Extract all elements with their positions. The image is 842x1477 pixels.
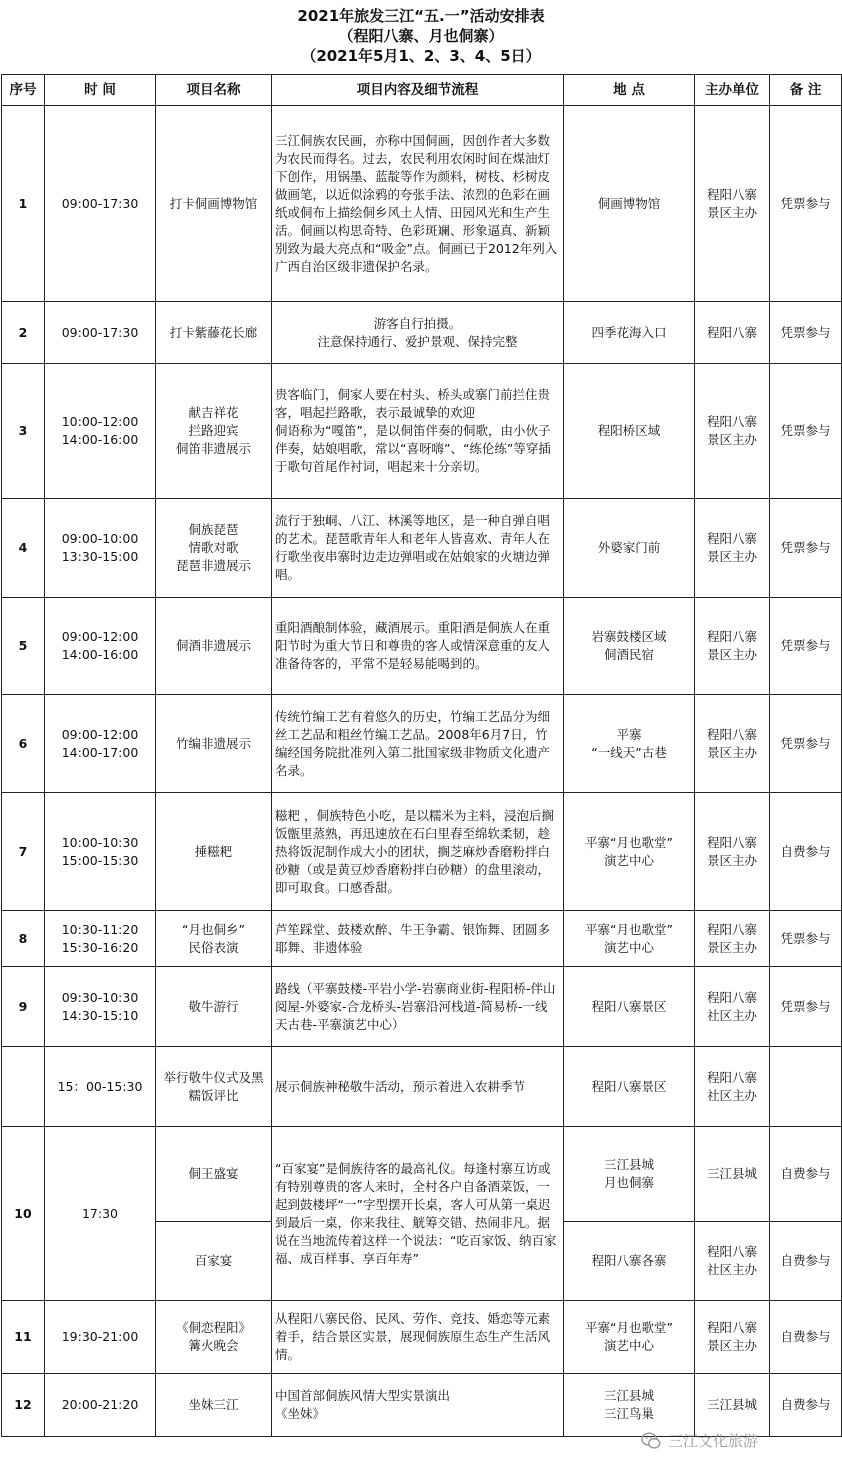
row-place: 三江县城 月也侗寨: [564, 1127, 695, 1222]
row-place: 岩寨鼓楼区域 侗酒民宿: [564, 598, 695, 695]
row-content: 贵客临门，侗家人要在村头、桥头或寨门前拦住贵客，唱起拦路歌，表示最诚挚的欢迎 侗语称为“嘎笛”，是以侗笛伴奏的侗歌，由小伙子伴奏，姑娘唱歌，常以“喜呀嗨”、“练伦练”等穿插于歌句首尾作衬词，唱起来十分亲切。: [272, 364, 564, 499]
table-row: [2, 106, 842, 302]
row-host: 程阳八寨 景区主办: [695, 106, 770, 302]
row-place: 平寨“月也歌堂” 演艺中心: [564, 911, 695, 967]
row-host: 三江县城: [695, 1374, 770, 1437]
row-place: 平寨“月也歌堂” 演艺中心: [564, 1301, 695, 1374]
row-place: 程阳八寨景区: [564, 967, 695, 1047]
row-no: 7: [2, 793, 45, 911]
row-content: 展示侗族神秘敬牛活动，预示着进入农耕季节: [272, 1047, 564, 1127]
row-note: 自费参与: [770, 1127, 842, 1222]
row-host: 程阳八寨: [695, 302, 770, 364]
table-row: [2, 364, 842, 499]
row-time: 09:00-10:00 13:30-15:00: [45, 499, 156, 598]
header-note: 备 注: [770, 75, 842, 106]
row-no: 3: [2, 364, 45, 499]
row-time: 19:30-21:00: [45, 1301, 156, 1374]
row-no: 2: [2, 302, 45, 364]
row-time: 09:00-12:00 14:00-17:00: [45, 695, 156, 793]
table-row: [2, 793, 842, 911]
row-time: 09:00-12:00 14:00-16:00: [45, 598, 156, 695]
schedule-table: [1, 74, 842, 1437]
row-content: 游客自行拍摄。 注意保持通行、爱护景观、保持完整: [272, 302, 564, 364]
row-name: 捶糍粑: [156, 793, 272, 911]
table-row: [2, 967, 842, 1047]
table-row: [2, 598, 842, 695]
row-time: 09:00-17:30: [45, 106, 156, 302]
table-row: [2, 911, 842, 967]
row-time: 15：00-15:30: [45, 1047, 156, 1127]
row-note: 凭票参与: [770, 967, 842, 1047]
row-place: 程阳八寨景区: [564, 1047, 695, 1127]
table-row: [2, 695, 842, 793]
header-no: 序号: [2, 75, 45, 106]
row-content: 三江侗族农民画，亦称中国侗画，因创作者大多数为农民而得名。过去，农民利用农闲时间在煤油灯下创作，用锅墨、蓝靛等作为颜料，树枝、杉树皮做画笔，以近似涂鸦的夸张手法、浓烈的色彩在画纸或侗布上描绘侗乡风土人情、田园风光和生产生活。侗画以构思奇特、色彩斑斓、形象逼真、新颖别致为最大亮点和“吸金”点。侗画已于2012年列入广西自治区级非遗保护名录。: [272, 106, 564, 302]
row-place: 外婆家门前: [564, 499, 695, 598]
row-note: 凭票参与: [770, 911, 842, 967]
title-main: 2021年旅发三江“五.一”活动安排表: [297, 7, 545, 25]
row-note: 凭票参与: [770, 499, 842, 598]
row-name: 举行敬牛仪式及黑糯饭评比: [156, 1047, 272, 1127]
row-name: 侗王盛宴: [156, 1127, 272, 1222]
row-time: 10:00-10:30 15:00-15:30: [45, 793, 156, 911]
row-time: 09:30-10:30 14:30-15:10: [45, 967, 156, 1047]
row-no: 12: [2, 1374, 45, 1437]
row-content: 糍粑 ，侗族特色小吃，是以糯米为主料，浸泡后搁饭甑里蒸熟，再迅速放在石臼里舂至绵软柔韧，趁热将饭泥制作成大小的团状，搁芝麻炒香磨粉拌白砂糖（或是黄豆炒香磨粉拌白砂糖）的盘里滚动，即可取食。口感香甜。: [272, 793, 564, 911]
row-content: 芦笙踩堂、鼓楼欢醉、牛王争霸、银饰舞、团圆多耶舞、非遗体验: [272, 911, 564, 967]
row-note: 凭票参与: [770, 106, 842, 302]
table-row: [2, 1301, 842, 1374]
row-host: 程阳八寨 景区主办: [695, 793, 770, 911]
row-note: 自费参与: [770, 1301, 842, 1374]
row-note: 凭票参与: [770, 598, 842, 695]
row-name: 打卡紫藤花长廊: [156, 302, 272, 364]
table-row: [2, 1047, 842, 1127]
row-no: [2, 1047, 45, 1127]
row-name: 百家宴: [156, 1222, 272, 1301]
row-no: 10: [2, 1127, 45, 1301]
row-host: 程阳八寨 社区主办: [695, 1222, 770, 1301]
row-note: 凭票参与: [770, 302, 842, 364]
row-time: 10:30-11:20 15:30-16:20: [45, 911, 156, 967]
row-host: 程阳八寨 景区主办: [695, 1301, 770, 1374]
row-no: 8: [2, 911, 45, 967]
row-name: 敬牛游行: [156, 967, 272, 1047]
header-name: 项目名称: [156, 75, 272, 106]
row-no: 11: [2, 1301, 45, 1374]
row-content: 从程阳八寨民俗、民风、劳作、竞技、婚恋等元素着手，结合景区实景，展现侗族原生态生产生活风情。: [272, 1301, 564, 1374]
title-subtitle: （程阳八寨、月也侗寨）: [338, 27, 504, 45]
row-note: [770, 1047, 842, 1127]
table-row: [2, 499, 842, 598]
row-host: 程阳八寨 景区主办: [695, 499, 770, 598]
row-time: 20:00-21:20: [45, 1374, 156, 1437]
row-no: 6: [2, 695, 45, 793]
row-host: 三江县城: [695, 1127, 770, 1222]
row-name: “月也侗乡” 民俗表演: [156, 911, 272, 967]
row-content: 传统竹编工艺有着悠久的历史，竹编工艺品分为细丝工艺品和粗丝竹编工艺品。2008年6月7日，竹编经国务院批准列入第二批国家级非物质文化遗产名录。: [272, 695, 564, 793]
table-row: [2, 302, 842, 364]
row-note: 凭票参与: [770, 695, 842, 793]
title-block: [0, 0, 842, 74]
row-host: 程阳八寨 景区主办: [695, 364, 770, 499]
row-no: 5: [2, 598, 45, 695]
row-content: “百家宴”是侗族待客的最高礼仪。每逢村寨互访或有特别尊贵的客人来时，全村各户自备酒菜饭，一起到鼓楼坪“一”字型摆开长桌，客人可从第一桌迟到最后一桌，你来我往、觥筹交错、热闹非凡。据说在当地流传着这样一个说法：“吃百家饭、纳百家福、成百样事、享百年寿”: [272, 1127, 564, 1301]
row-place: 程阳八寨各寨: [564, 1222, 695, 1301]
row-host: 程阳八寨 景区主办: [695, 695, 770, 793]
row-content: 中国首部侗族风情大型实景演出 《坐妹》: [272, 1374, 564, 1437]
row-place: 程阳桥区域: [564, 364, 695, 499]
row-host: 程阳八寨 景区主办: [695, 598, 770, 695]
watermark-text: 三江文化旅游: [668, 1432, 759, 1450]
row-no: 1: [2, 106, 45, 302]
header-host: 主办单位: [695, 75, 770, 106]
row-place: 平寨 “一线天”古巷: [564, 695, 695, 793]
wechat-icon: [640, 1430, 662, 1452]
row-note: 自费参与: [770, 1222, 842, 1301]
row-name: 献吉祥花 拦路迎宾 侗笛非遗展示: [156, 364, 272, 499]
header-place: 地 点: [564, 75, 695, 106]
row-name: 侗族琵琶 情歌对歌 琵琶非遗展示: [156, 499, 272, 598]
table-row: [2, 1127, 842, 1222]
row-name: 竹编非遗展示: [156, 695, 272, 793]
header-row: [2, 75, 842, 106]
row-content: 重阳酒酿制体验，藏酒展示。重阳酒是侗族人在重阳节时为重大节日和尊贵的客人或情深意重的友人准备待客的，平常不是轻易能喝到的。: [272, 598, 564, 695]
row-place: 侗画博物馆: [564, 106, 695, 302]
watermark: [640, 1428, 840, 1454]
row-name: 打卡侗画博物馆: [156, 106, 272, 302]
title-dates: （2021年5月1、2、3、4、5日）: [301, 47, 541, 65]
row-time: 09:00-17:30: [45, 302, 156, 364]
row-place: 三江县城 三江鸟巢: [564, 1374, 695, 1437]
row-host: 程阳八寨 社区主办: [695, 1047, 770, 1127]
row-note: 自费参与: [770, 793, 842, 911]
row-name: 侗酒非遗展示: [156, 598, 272, 695]
row-place: 平寨“月也歌堂” 演艺中心: [564, 793, 695, 911]
row-no: 4: [2, 499, 45, 598]
row-name: 《侗恋程阳》 篝火晚会: [156, 1301, 272, 1374]
row-place: 四季花海入口: [564, 302, 695, 364]
row-content: 流行于独峒、八江、林溪等地区，是一种自弹自唱的艺术。琵琶歌青年人和老年人皆喜欢、青年人在行歌坐夜串寨时边走边弹唱或在姑娘家的火塘边弹唱。: [272, 499, 564, 598]
row-no: 9: [2, 967, 45, 1047]
row-host: 程阳八寨 景区主办: [695, 911, 770, 967]
row-time: 17:30: [45, 1127, 156, 1301]
header-content: 项目内容及细节流程: [272, 75, 564, 106]
header-time: 时 间: [45, 75, 156, 106]
row-name: 坐妹三江: [156, 1374, 272, 1437]
row-host: 程阳八寨 社区主办: [695, 967, 770, 1047]
row-content: 路线（平寨鼓楼-平岩小学-岩寨商业街-程阳桥-伴山阅屋-外婆家-合龙桥头-岩寨沿河栈道-简易桥-一线天古巷-平寨演艺中心）: [272, 967, 564, 1047]
row-note: 凭票参与: [770, 364, 842, 499]
row-time: 10:00-12:00 14:00-16:00: [45, 364, 156, 499]
row-note: 自费参与: [770, 1374, 842, 1437]
